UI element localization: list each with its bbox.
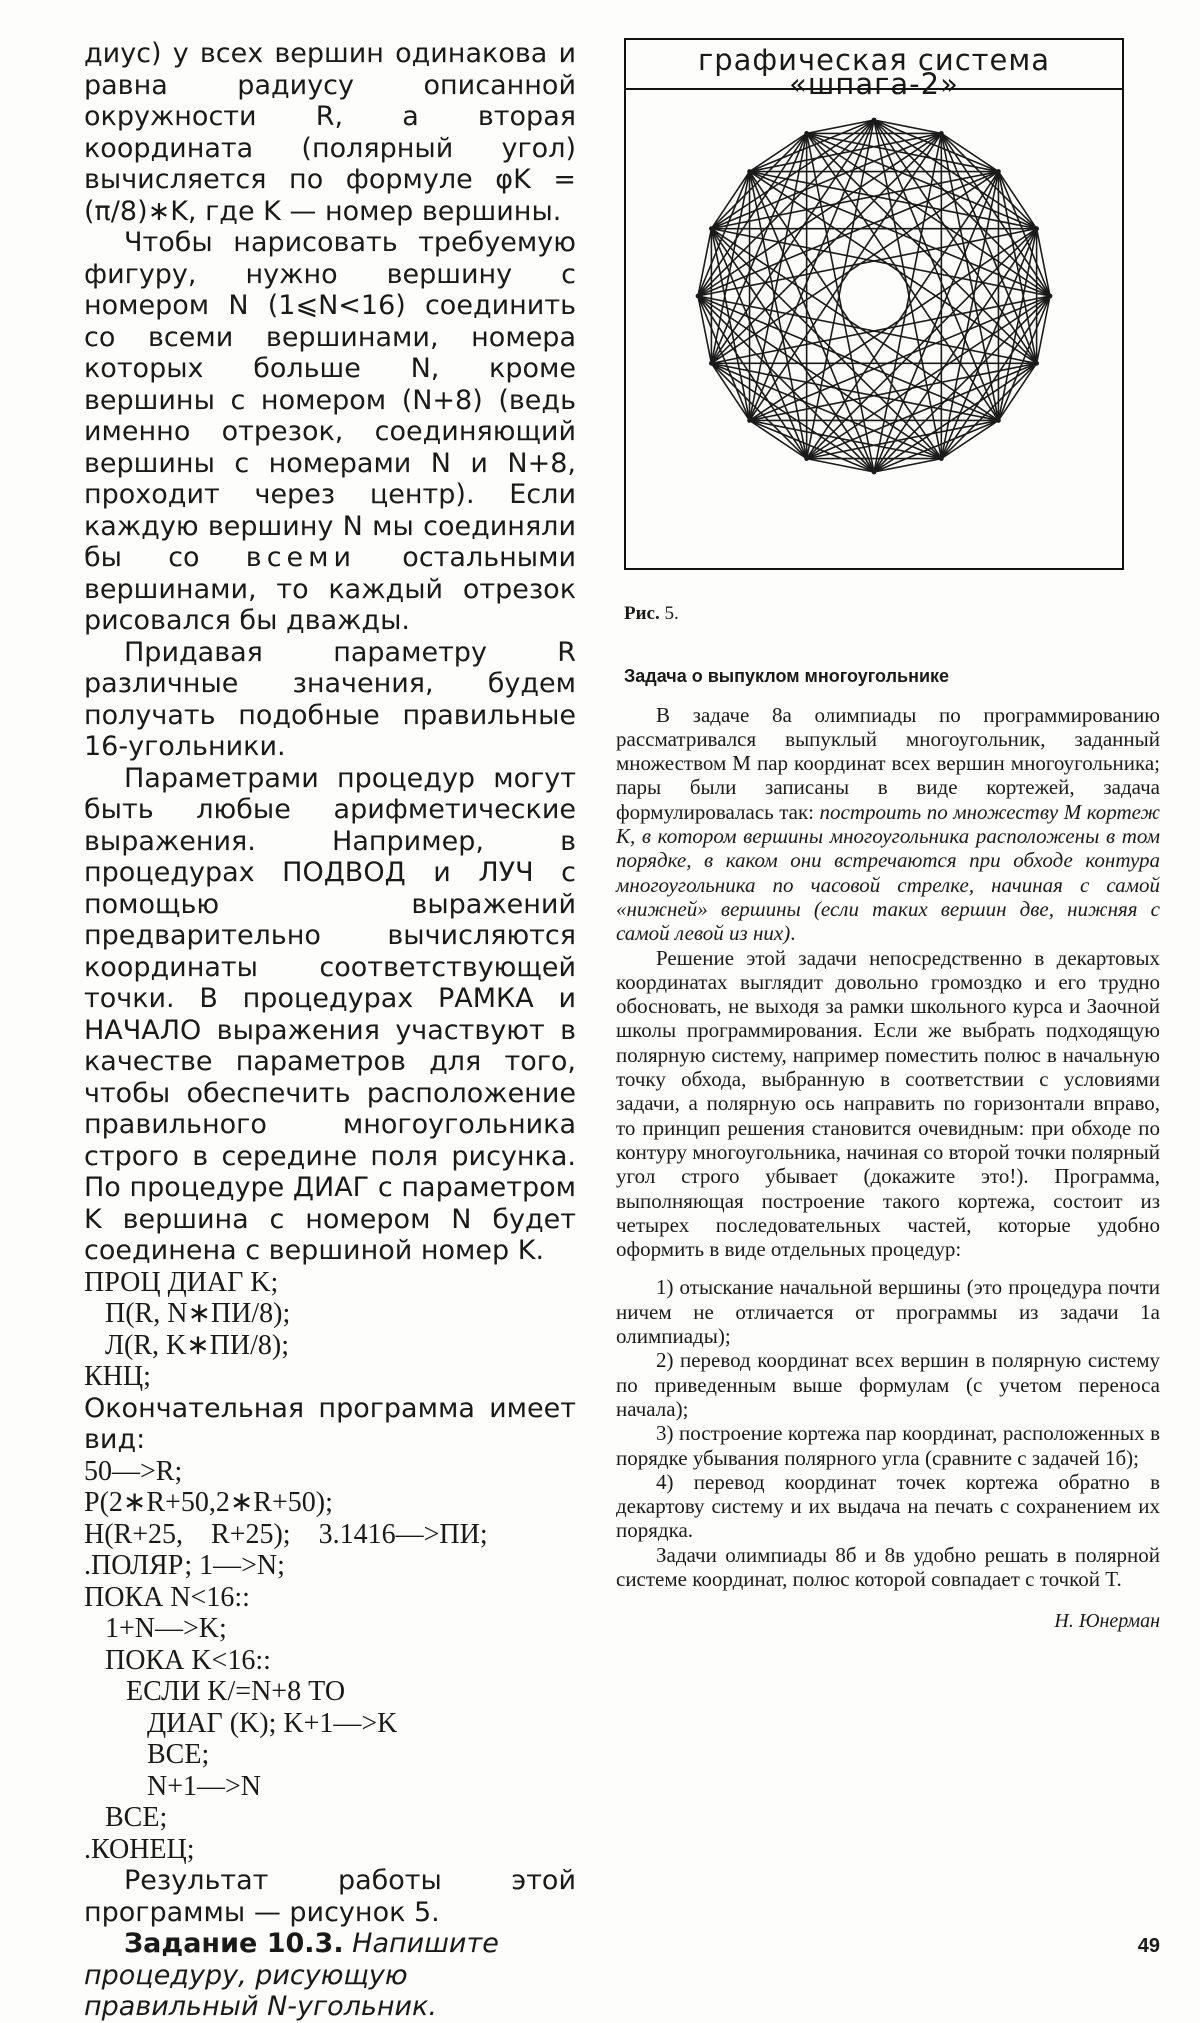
list-item: 4) перевод координат точек кортежа обратно в декартову систему и их выдача на печать с сохранением их порядка. [616, 1469, 1160, 1543]
left-column [84, 38, 576, 2023]
paragraph [84, 227, 576, 637]
right-column [616, 38, 1160, 1654]
code-line: 1+N—>K; [84, 1613, 227, 1644]
vertex-point [939, 456, 944, 461]
paragraph: Задачи олимпиады 8б и 8в удобно решать в полярной системе координат, полюс которой совпадает с точкой T. [616, 1542, 1160, 1591]
caption-number: 5. [659, 603, 679, 624]
code-line: ДИАГ (K); K+1—>K [84, 1707, 398, 1739]
paragraph: Параметрами процедур могут быть любые арифметические выражения. Например, в процедурах ПОДВОД и ЛУЧ с помощью выражений предварительно вычисляются координаты соответствующей точки. В процедурах РАМКА и НАЧАЛО выражения участвуют в качестве параметров для того, чтобы обеспечить расположение правильного многоугольника строго в середине поля рисунка. По процедуре ДИАГ с параметром K вершина с номером N будет соединена с вершиной номер K. [84, 762, 576, 1266]
code-line: ЕСЛИ K/=N+8 ТО [84, 1676, 346, 1707]
list-item: 1) отыскание начальной вершины (это процедура почти ничем не отличается от программы из задачи 1а олимпиады); [616, 1275, 1160, 1349]
list-item: 2) перевод координат всех вершин в полярную систему по приведенным выше формулам (с учетом переноса начала); [616, 1348, 1160, 1421]
code-line: ВСЕ; [84, 1739, 210, 1770]
vertex-point [747, 418, 752, 423]
code-line: .ПОЛЯР; 1—>N; [84, 1550, 285, 1581]
caption-label: Рис. [624, 603, 660, 624]
vertex-point [747, 169, 752, 174]
page-number: 49 [1137, 1935, 1160, 1957]
vertex-point [1034, 226, 1039, 231]
author: Н. Юнерман [1054, 1610, 1160, 1633]
paragraph: диус) у всех вершин одинакова и равна радиусу описанной окружности R, а вторая координата (полярный угол) вычисляется по формуле φK = (π/8)∗K, где K — номер вершины. [84, 38, 576, 227]
spaced-word: всеми [245, 542, 357, 573]
code-line: H(R+25, R+25); 3.1416—>ПИ; [84, 1518, 488, 1550]
figure-caption [624, 602, 1160, 626]
paragraph [616, 703, 1160, 946]
vertex-point [872, 470, 877, 475]
task-label: Задание 10.3. [124, 1928, 344, 1959]
italic-run: построить по множеству M кортеж K, в котором вершины многоугольника расположены в том порядке, в каком они встречаются при обходе контура многоугольника по часовой стрелке, начиная с самой «нижней» вершины (если таких вершин две, нижняя с самой левой из них) [616, 799, 1160, 946]
vertex-point [696, 294, 701, 299]
diagonal-segment [711, 363, 806, 458]
figure-frame [624, 38, 1124, 570]
text-run: В задаче 8а олимпиады по программированию рассматривался выпуклый многоугольник, заданный множеством M пар координат всех вершин многоугольника; пары были записаны в виде кортежей, задача формулировалась так: [616, 702, 1160, 824]
diagonal-segment [941, 133, 1036, 228]
diagonal-segment [711, 133, 806, 228]
code-line: КНЦ; [84, 1361, 151, 1392]
code-line: П(R, N∗ПИ/8); [84, 1298, 291, 1329]
paragraph: Окончательная программа имеет вид: [84, 1392, 576, 1455]
paragraph: Решение этой задачи непосредственно в декартовых координатах выглядит довольно громоздко и его трудно обосновать, не выходя за рамки школьного курса и Заочной школы программирования. Если же выбрать подходящую полярную систему, например поместить полюс в начальную точку обхода, выбранную в соответствии с условиями задачи, а полярную ось направить по горизонтали вправо, то принцип решения становится очевидным: при обходе по контуру многоугольника, начиная со второй точки полярный угол строго убывает (докажите это!). Программа, выполняющая построение такого кортежа, состоит из четырех последовательных частей, которые удобно оформить в виде отдельных процедур: [616, 945, 1160, 1262]
code-block-diag [84, 1267, 576, 1393]
vertex-point [1034, 361, 1039, 366]
text-run: остальными вершинами, то каждый отрезок рисовался бы дважды. [84, 542, 576, 636]
vertex-point [1048, 294, 1053, 299]
polygon-diagram [626, 90, 1122, 568]
diagonal-segment [941, 363, 1036, 458]
code-line: ПОКА N<16:: [84, 1581, 250, 1613]
vertex-point [804, 456, 809, 461]
vertex-point [804, 131, 809, 136]
vertex-point [709, 361, 714, 366]
code-line: .КОНЕЦ; [84, 1833, 195, 1865]
code-line: 50—>R; [84, 1455, 183, 1487]
task-statement [84, 1928, 576, 2023]
code-line: ВСЕ; [84, 1802, 168, 1833]
code-line: N+1—>N [84, 1770, 262, 1802]
task-text: Напишите процедуру, рисующую правильный N-угольник. [84, 1928, 499, 2022]
vertex-point [996, 418, 1001, 423]
vertex-point [709, 226, 714, 231]
text-run: . [790, 921, 796, 946]
code-line: ПОКА K<16:: [84, 1644, 271, 1676]
vertex-point [996, 169, 1001, 174]
figure-title: графическая система «шпага-2» [697, 43, 1051, 102]
code-line: P(2∗R+50,2∗R+50); [84, 1487, 333, 1518]
code-block-program [84, 1456, 576, 1866]
code-line: ПРОЦ ДИАГ K; [84, 1266, 279, 1298]
code-line: Л(R, K∗ПИ/8); [84, 1329, 289, 1361]
section-heading: Задача о выпуклом многоугольнике [624, 666, 950, 687]
vertex-point [872, 118, 877, 123]
paragraph: Результат работы этой программы — рисунок 5. [84, 1865, 576, 1928]
list-item: 3) построение кортежа пар координат, расположенных в порядке убывания полярного угла (сравните с задачей 1б); [616, 1421, 1160, 1470]
paragraph: Придавая параметру R различные значения, будем получать подобные правильные 16-угольники. [84, 636, 576, 762]
text-run: Чтобы нарисовать требуемую фигуру, нужно вершину с номером N (1⩽N<16) соединить со всеми вершинами, номера которых больше N, кроме вершины с номером (N+8) (ведь именно отрезок, соединяющий вершины с номерами N и N+8, проходит через центр). Если каждую вершину N мы соединяли бы со [84, 227, 576, 573]
vertex-point [939, 131, 944, 136]
